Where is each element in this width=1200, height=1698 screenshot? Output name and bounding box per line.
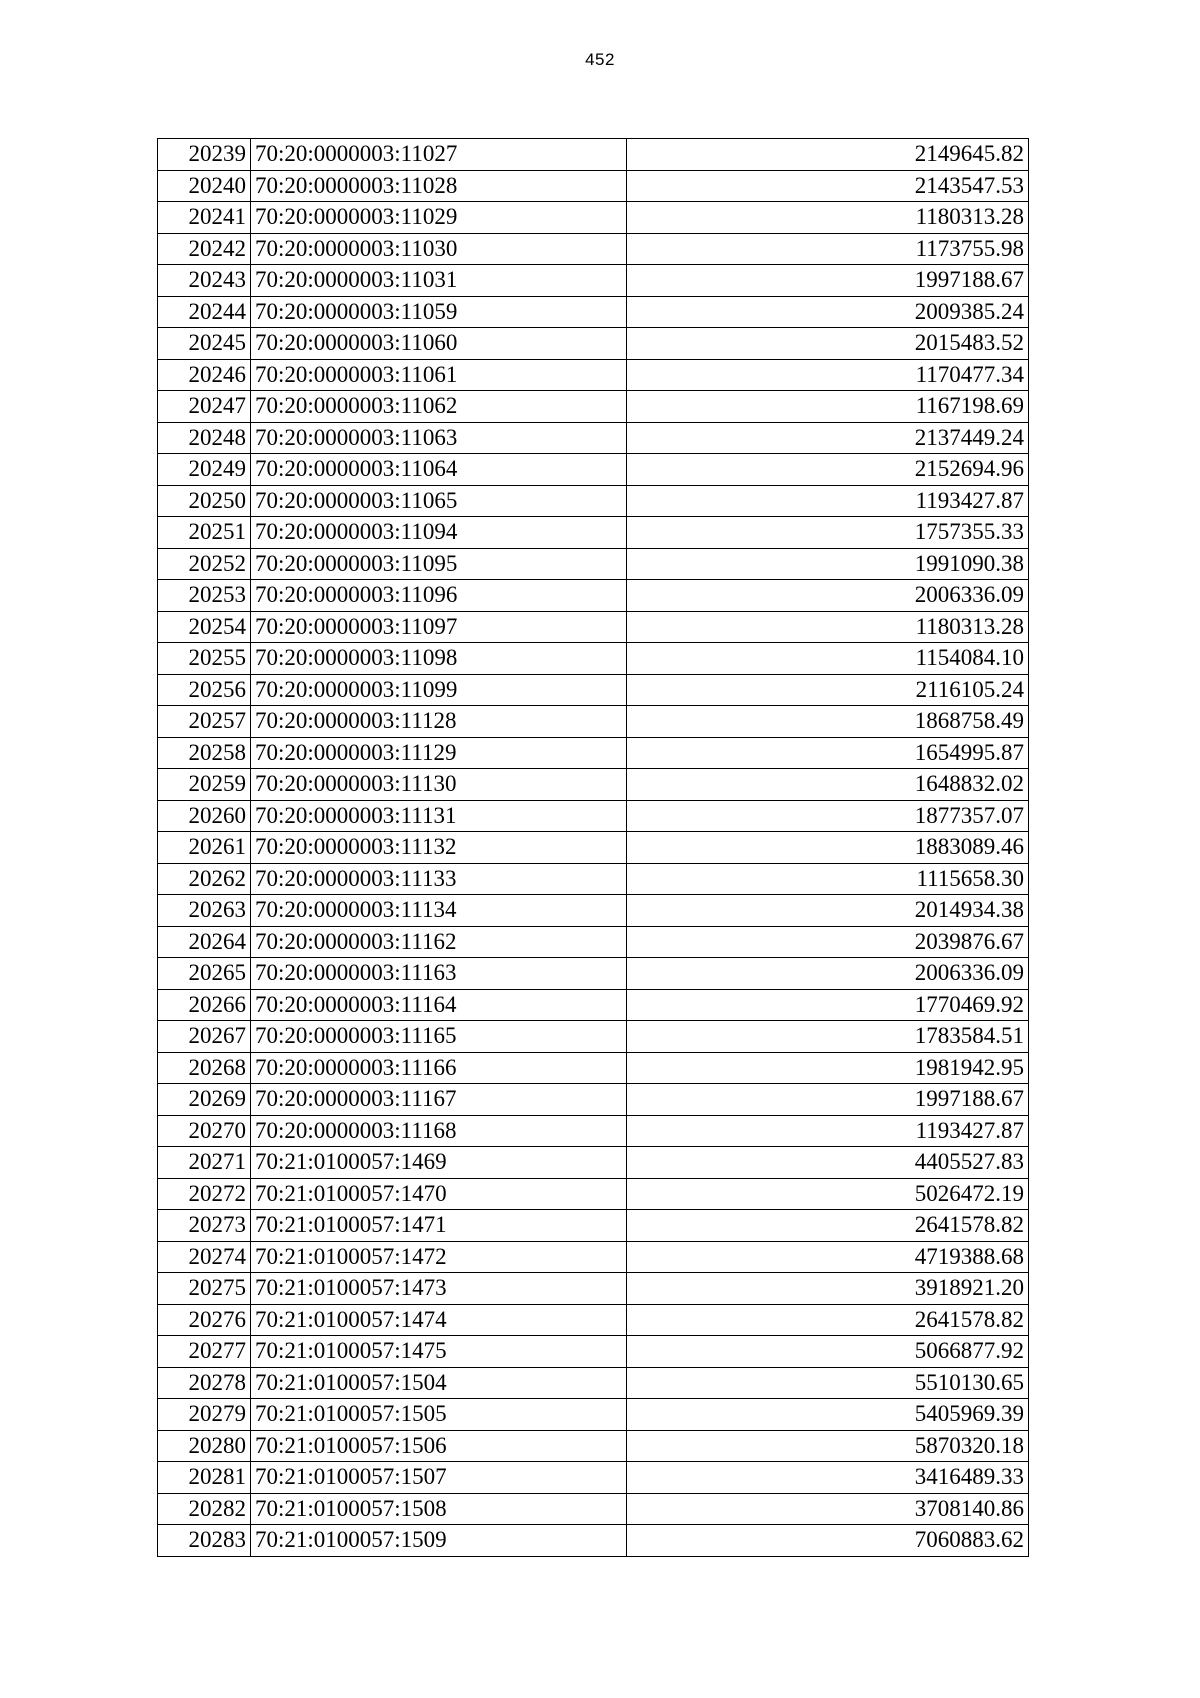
cadastral-number-cell: 70:20:0000003:11162 [251,926,627,958]
row-number-cell: 20275 [158,1273,251,1305]
table-row [158,391,1029,423]
cadastral-number-cell: 70:21:0100057:1504 [251,1367,627,1399]
cadastral-number-cell: 70:20:0000003:11061 [251,359,627,391]
row-number-cell: 20240 [158,170,251,202]
row-number-cell: 20259 [158,769,251,801]
table-row [158,359,1029,391]
table-row [158,1430,1029,1462]
table-row [158,328,1029,360]
cadastral-number-cell: 70:20:0000003:11027 [251,139,627,171]
table-row [158,170,1029,202]
cadastral-number-cell: 70:20:0000003:11064 [251,454,627,486]
cadastral-value-cell: 4405527.83 [627,1147,1029,1179]
cadastral-value-cell: 2641578.82 [627,1210,1029,1242]
row-number-cell: 20279 [158,1399,251,1431]
cadastral-number-cell: 70:20:0000003:11028 [251,170,627,202]
table-row [158,1462,1029,1494]
cadastral-value-cell: 2143547.53 [627,170,1029,202]
cadastral-value-cell: 1193427.87 [627,485,1029,517]
cadastral-number-cell: 70:21:0100057:1473 [251,1273,627,1305]
table-row [158,611,1029,643]
cadastral-number-cell: 70:20:0000003:11163 [251,958,627,990]
cadastral-value-cell: 1115658.30 [627,863,1029,895]
cadastral-value-cell: 1173755.98 [627,233,1029,265]
cadastral-number-cell: 70:20:0000003:11133 [251,863,627,895]
table-row [158,706,1029,738]
table-row [158,517,1029,549]
table-row [158,580,1029,612]
row-number-cell: 20252 [158,548,251,580]
cadastral-value-cell: 1654995.87 [627,737,1029,769]
table-row [158,1399,1029,1431]
row-number-cell: 20257 [158,706,251,738]
row-number-cell: 20245 [158,328,251,360]
table-row [158,1115,1029,1147]
row-number-cell: 20246 [158,359,251,391]
cadastral-value-cell: 1981942.95 [627,1052,1029,1084]
row-number-cell: 20249 [158,454,251,486]
table-row [158,1178,1029,1210]
row-number-cell: 20268 [158,1052,251,1084]
cadastral-value-cell: 2006336.09 [627,958,1029,990]
cadastral-value-cell: 1167198.69 [627,391,1029,423]
cadastral-value-cell: 1868758.49 [627,706,1029,738]
row-number-cell: 20241 [158,202,251,234]
cadastral-value-cell: 7060883.62 [627,1525,1029,1557]
row-number-cell: 20267 [158,1021,251,1053]
cadastral-number-cell: 70:20:0000003:11062 [251,391,627,423]
row-number-cell: 20270 [158,1115,251,1147]
row-number-cell: 20266 [158,989,251,1021]
cadastral-value-cell: 1991090.38 [627,548,1029,580]
cadastral-number-cell: 70:20:0000003:11128 [251,706,627,738]
cadastral-value-cell: 1783584.51 [627,1021,1029,1053]
cadastral-number-cell: 70:20:0000003:11166 [251,1052,627,1084]
table-row [158,139,1029,171]
row-number-cell: 20250 [158,485,251,517]
cadastral-value-cell: 1170477.34 [627,359,1029,391]
row-number-cell: 20260 [158,800,251,832]
cadastral-value-cell: 2015483.52 [627,328,1029,360]
table-row [158,1525,1029,1557]
cadastral-number-cell: 70:20:0000003:11096 [251,580,627,612]
cadastral-value-cell: 5510130.65 [627,1367,1029,1399]
cadastral-number-cell: 70:20:0000003:11063 [251,422,627,454]
row-number-cell: 20244 [158,296,251,328]
cadastral-value-cell: 1154084.10 [627,643,1029,675]
row-number-cell: 20251 [158,517,251,549]
row-number-cell: 20248 [158,422,251,454]
cadastral-number-cell: 70:20:0000003:11164 [251,989,627,1021]
cadastral-value-cell: 2152694.96 [627,454,1029,486]
table-row [158,233,1029,265]
table-body [158,139,1029,1557]
cadastral-number-cell: 70:21:0100057:1508 [251,1493,627,1525]
cadastral-value-cell: 1997188.67 [627,265,1029,297]
row-number-cell: 20278 [158,1367,251,1399]
row-number-cell: 20254 [158,611,251,643]
cadastral-value-cell: 2039876.67 [627,926,1029,958]
cadastral-value-table [157,138,1029,1557]
row-number-cell: 20265 [158,958,251,990]
cadastral-value-cell: 5066877.92 [627,1336,1029,1368]
table-row [158,1241,1029,1273]
table-row [158,296,1029,328]
table-row [158,1367,1029,1399]
cadastral-number-cell: 70:21:0100057:1509 [251,1525,627,1557]
table-row [158,926,1029,958]
table-row [158,989,1029,1021]
table-row [158,1336,1029,1368]
row-number-cell: 20255 [158,643,251,675]
row-number-cell: 20261 [158,832,251,864]
cadastral-number-cell: 70:20:0000003:11167 [251,1084,627,1116]
table-row [158,265,1029,297]
cadastral-number-cell: 70:21:0100057:1474 [251,1304,627,1336]
cadastral-number-cell: 70:20:0000003:11097 [251,611,627,643]
cadastral-value-cell: 1648832.02 [627,769,1029,801]
table-row [158,548,1029,580]
cadastral-value-cell: 2116105.24 [627,674,1029,706]
cadastral-value-cell: 1180313.28 [627,611,1029,643]
cadastral-value-cell: 3708140.86 [627,1493,1029,1525]
cadastral-value-cell: 1757355.33 [627,517,1029,549]
table-row [158,485,1029,517]
row-number-cell: 20271 [158,1147,251,1179]
table-row [158,1493,1029,1525]
table-row [158,832,1029,864]
cadastral-value-cell: 5870320.18 [627,1430,1029,1462]
cadastral-number-cell: 70:21:0100057:1470 [251,1178,627,1210]
table-row [158,769,1029,801]
cadastral-number-cell: 70:20:0000003:11134 [251,895,627,927]
row-number-cell: 20281 [158,1462,251,1494]
cadastral-number-cell: 70:20:0000003:11031 [251,265,627,297]
cadastral-value-cell: 1770469.92 [627,989,1029,1021]
cadastral-value-cell: 2014934.38 [627,895,1029,927]
cadastral-value-cell: 2641578.82 [627,1304,1029,1336]
cadastral-number-cell: 70:20:0000003:11099 [251,674,627,706]
cadastral-value-cell: 1193427.87 [627,1115,1029,1147]
cadastral-number-cell: 70:20:0000003:11060 [251,328,627,360]
cadastral-number-cell: 70:20:0000003:11094 [251,517,627,549]
cadastral-number-cell: 70:20:0000003:11130 [251,769,627,801]
cadastral-number-cell: 70:21:0100057:1472 [251,1241,627,1273]
cadastral-value-cell: 2006336.09 [627,580,1029,612]
cadastral-number-cell: 70:21:0100057:1469 [251,1147,627,1179]
cadastral-number-cell: 70:20:0000003:11095 [251,548,627,580]
cadastral-value-cell: 5405969.39 [627,1399,1029,1431]
row-number-cell: 20253 [158,580,251,612]
row-number-cell: 20273 [158,1210,251,1242]
table-row [158,1084,1029,1116]
cadastral-value-cell: 2149645.82 [627,139,1029,171]
row-number-cell: 20262 [158,863,251,895]
cadastral-number-cell: 70:20:0000003:11098 [251,643,627,675]
cadastral-number-cell: 70:20:0000003:11030 [251,233,627,265]
row-number-cell: 20277 [158,1336,251,1368]
row-number-cell: 20239 [158,139,251,171]
row-number-cell: 20264 [158,926,251,958]
row-number-cell: 20269 [158,1084,251,1116]
cadastral-number-cell: 70:20:0000003:11059 [251,296,627,328]
cadastral-value-cell: 1877357.07 [627,800,1029,832]
cadastral-value-cell: 4719388.68 [627,1241,1029,1273]
cadastral-number-cell: 70:21:0100057:1507 [251,1462,627,1494]
cadastral-number-cell: 70:21:0100057:1505 [251,1399,627,1431]
cadastral-value-cell: 5026472.19 [627,1178,1029,1210]
row-number-cell: 20280 [158,1430,251,1462]
table-row [158,1273,1029,1305]
page-number: 452 [585,50,615,69]
row-number-cell: 20247 [158,391,251,423]
cadastral-number-cell: 70:20:0000003:11165 [251,1021,627,1053]
cadastral-value-cell: 2009385.24 [627,296,1029,328]
table-row [158,895,1029,927]
table-row [158,737,1029,769]
table-row [158,863,1029,895]
row-number-cell: 20283 [158,1525,251,1557]
cadastral-number-cell: 70:20:0000003:11129 [251,737,627,769]
cadastral-value-cell: 1997188.67 [627,1084,1029,1116]
row-number-cell: 20272 [158,1178,251,1210]
cadastral-number-cell: 70:21:0100057:1471 [251,1210,627,1242]
cadastral-value-cell: 1883089.46 [627,832,1029,864]
table-row [158,674,1029,706]
cadastral-number-cell: 70:20:0000003:11029 [251,202,627,234]
cadastral-number-cell: 70:20:0000003:11065 [251,485,627,517]
row-number-cell: 20242 [158,233,251,265]
row-number-cell: 20243 [158,265,251,297]
row-number-cell: 20256 [158,674,251,706]
row-number-cell: 20263 [158,895,251,927]
table-row [158,202,1029,234]
table-row [158,643,1029,675]
table-row [158,1210,1029,1242]
cadastral-number-cell: 70:21:0100057:1475 [251,1336,627,1368]
table-row [158,1147,1029,1179]
table-row [158,1304,1029,1336]
cadastral-value-cell: 1180313.28 [627,202,1029,234]
table-row [158,958,1029,990]
cadastral-value-cell: 3918921.20 [627,1273,1029,1305]
table-row [158,1021,1029,1053]
row-number-cell: 20282 [158,1493,251,1525]
table-row [158,454,1029,486]
cadastral-number-cell: 70:20:0000003:11131 [251,800,627,832]
cadastral-number-cell: 70:21:0100057:1506 [251,1430,627,1462]
table-row [158,800,1029,832]
cadastral-value-cell: 2137449.24 [627,422,1029,454]
row-number-cell: 20258 [158,737,251,769]
cadastral-value-cell: 3416489.33 [627,1462,1029,1494]
row-number-cell: 20276 [158,1304,251,1336]
cadastral-number-cell: 70:20:0000003:11168 [251,1115,627,1147]
table-row [158,1052,1029,1084]
row-number-cell: 20274 [158,1241,251,1273]
cadastral-number-cell: 70:20:0000003:11132 [251,832,627,864]
table-row [158,422,1029,454]
